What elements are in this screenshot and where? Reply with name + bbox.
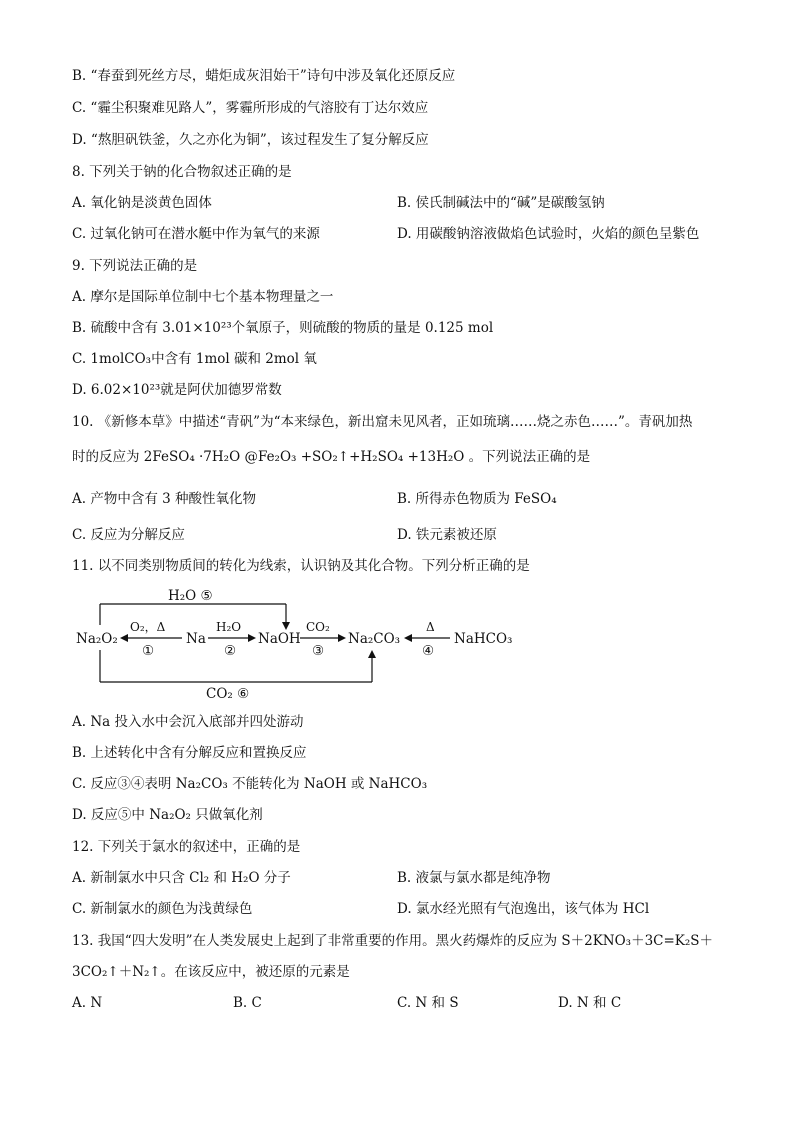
q8-option-b: B. 侯氏制碱法中的“碱”是碳酸氢钠 — [397, 195, 605, 211]
q13-option-a: A. N — [72, 995, 103, 1011]
reaction-1-number: ① — [142, 643, 155, 659]
arrow-1-head — [120, 634, 128, 642]
reaction-1-label: O₂，Δ — [130, 620, 166, 634]
reaction-5-label: H₂O ⑤ — [168, 588, 213, 604]
q12-option-b: B. 液氯与氯水都是纯净物 — [397, 870, 551, 886]
q10-option-d: D. 铁元素被还原 — [397, 527, 497, 543]
q7-option-d: D. “熬胆矾铁釜，久之亦化为铜”，该过程发生了复分解反应 — [72, 132, 429, 148]
q13-option-d: D. N 和 C — [558, 995, 622, 1011]
reaction-6-label: CO₂ ⑥ — [206, 686, 250, 702]
q8-option-d: D. 用碳酸钠溶液做焰色试验时，火焰的颜色呈紫色 — [397, 226, 700, 242]
q12-stem: 12. 下列关于氯水的叙述中，正确的是 — [72, 839, 301, 855]
q9-option-d: D. 6.02×10²³就是阿伏加德罗常数 — [72, 382, 282, 398]
q13-stem-line2: 3CO₂↑＋N₂↑。在该反应中，被还原的元素是 — [72, 964, 350, 980]
q9-option-a: A. 摩尔是国际单位制中七个基本物理量之一 — [72, 289, 334, 305]
q7-option-b: B. “春蚕到死丝方尽，蜡炬成灰泪始干”诗句中涉及氧化还原反应 — [72, 68, 456, 84]
q9-stem: 9. 下列说法正确的是 — [72, 258, 198, 274]
q8-option-a: A. 氧化钠是淡黄色固体 — [72, 195, 212, 211]
loop5-arrowhead — [282, 622, 290, 630]
reaction-3-label: CO₂ — [306, 620, 330, 634]
q10-option-b: B. 所得赤色物质为 FeSO₄ — [397, 491, 557, 507]
sodium-conversion-diagram — [70, 580, 530, 705]
q13-option-c: C. N 和 S — [397, 995, 459, 1011]
q7-option-c: C. “霾尘积聚难见路人”，雾霾所形成的气溶胶有丁达尔效应 — [72, 100, 429, 116]
q10-option-c: C. 反应为分解反应 — [72, 527, 185, 543]
arrow-4-head — [404, 634, 412, 642]
q10-stem-line2: 时的反应为 2FeSO₄ ·7H₂O @Fe₂O₃ +SO₂↑+H₂SO₄ +13H₂O 。下列说法正确的是 — [72, 449, 591, 465]
arrow-3-head — [338, 634, 346, 642]
q11-option-c: C. 反应③④表明 Na₂CO₃ 不能转化为 NaOH 或 NaHCO₃ — [72, 776, 428, 792]
species-na2o2: Na₂O₂ — [76, 631, 118, 647]
reaction-4-label: Δ — [426, 620, 435, 634]
species-na: Na — [186, 631, 206, 647]
arrow-2-head — [248, 634, 256, 642]
q12-option-a: A. 新制氯水中只含 Cl₂ 和 H₂O 分子 — [72, 870, 291, 886]
q8-stem: 8. 下列关于钠的化合物叙述正确的是 — [72, 164, 292, 180]
q11-stem: 11. 以不同类别物质间的转化为线索，认识钠及其化合物。下列分析正确的是 — [72, 558, 530, 574]
q9-option-c: C. 1molCO₃中含有 1mol 碳和 2mol 氧 — [72, 351, 317, 367]
q8-option-c: C. 过氧化钠可在潜水艇中作为氧气的来源 — [72, 226, 320, 242]
loop6-arrowhead — [368, 650, 376, 658]
q11-option-d: D. 反应⑤中 Na₂O₂ 只做氧化剂 — [72, 807, 263, 823]
reaction-4-number: ④ — [422, 643, 435, 659]
reaction-2-number: ② — [224, 643, 237, 659]
species-naoh: NaOH — [258, 631, 301, 647]
q13-stem-line1: 13. 我国“四大发明”在人类发展史上起到了非常重要的作用。黑火药爆炸的反应为 S＋2KNO₃＋3C=K₂S＋ — [72, 933, 714, 949]
species-nahco3: NaHCO₃ — [454, 631, 513, 647]
q13-option-b: B. C — [233, 995, 262, 1011]
reaction-2-label: H₂O — [216, 620, 242, 634]
q11-option-b: B. 上述转化中含有分解反应和置换反应 — [72, 745, 307, 761]
q9-option-b: B. 硫酸中含有 3.01×10²³个氧原子，则硫酸的物质的量是 0.125 mol — [72, 320, 494, 336]
q10-option-a: A. 产物中含有 3 种酸性氧化物 — [72, 491, 257, 507]
species-na2co3: Na₂CO₃ — [348, 631, 401, 647]
q10-stem-line1: 10. 《新修本草》中描述“青矾”为“本来绿色，新出窟未见风者，正如琉璃……烧之赤色……”。青矾加热 — [72, 414, 693, 430]
q11-option-a: A. Na 投入水中会沉入底部并四处游动 — [72, 714, 304, 730]
q12-option-c: C. 新制氯水的颜色为浅黄绿色 — [72, 901, 253, 917]
reaction-3-number: ③ — [312, 643, 325, 659]
q12-option-d: D. 氯水经光照有气泡逸出，该气体为 HCl — [397, 901, 650, 917]
